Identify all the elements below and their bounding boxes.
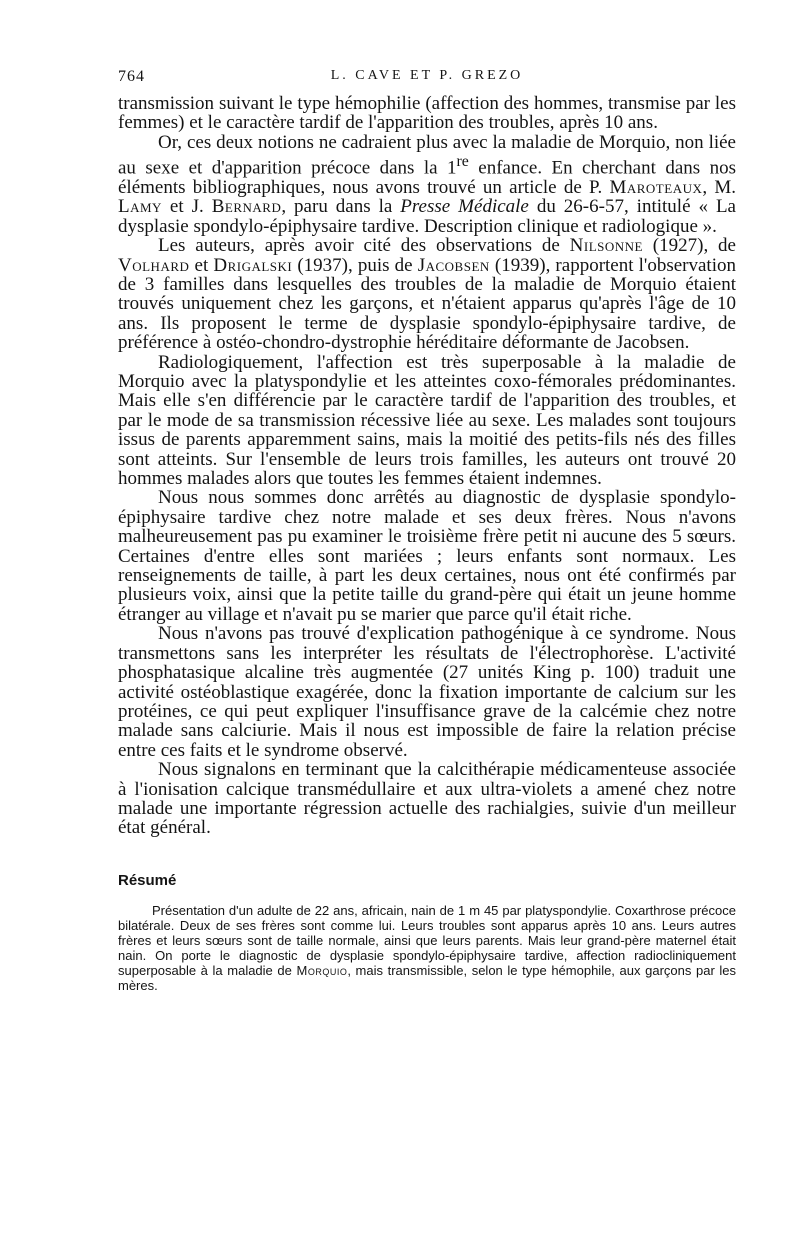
text-span: (1927), de [642, 235, 736, 257]
author-name: Maroteaux [609, 176, 703, 198]
paragraph-4: Radiologiquement, l'affection est très superposable à la maladie de Morquio avec la platyspondylie et les atteintes coxo-fémorales prédominantes. Mais elle s'en différencie par le caractère tardif de l'apparition des troubles, et par le mode de sa transmission récessive liée au sexe. Les malades sont toujours issus de parents apparemment sains, mais la moitié des petits-fils nés des filles sont atteints. Sur l'ensemble de leurs trois familles, les auteurs ont trouvé 20 hommes malades alors que toutes les femmes étaient indemnes. [118, 351, 736, 490]
author-name: Jacobsen [417, 254, 490, 276]
document-page [118, 68, 736, 993]
page-header [118, 68, 736, 94]
page-number: 764 [118, 68, 145, 85]
text-span: Or, ces deux notions ne cadraient plus avec la maladie de Morquio, non liée au sexe et d'apparition précoce dans la 1 [118, 131, 736, 179]
text-span: Les auteurs, après avoir cité des observations de [158, 235, 570, 257]
author-name: Morquio [296, 962, 348, 978]
text-span: et J. [161, 196, 212, 218]
superscript: re [456, 153, 469, 171]
paragraph-3 [118, 236, 736, 352]
resume-heading: Résumé [118, 871, 177, 889]
article-body [118, 94, 736, 838]
author-name: Lamy [118, 196, 162, 218]
text-span: du 26-6-57, intitulé « La dysplasie spondylo-épiphysaire tardive. Description clinique et radiologique ». [118, 196, 736, 237]
journal-title: Presse Médicale [400, 196, 529, 218]
text-span: (1939), rapportent l'observation de 3 familles dans lesquelles des troubles de la maladie de Morquio étaient trouvés uniquement chez les garçons, et n'étaient apparus qu'après l'âge de 10 ans. Ils proposent le terme de dysplasie spondylo-épiphysaire tardive, de préférence à ostéo-chondro-dystrophie héréditaire déformante de Jacobsen. [118, 254, 736, 354]
paragraph-5: Nous nous sommes donc arrêtés au diagnostic de dysplasie spondylo-épiphysaire tardive chez notre malade et ses deux frères. Nous n'avons malheureusement pas pu examiner le troisième frère petit ni aucune des 5 sœurs. Certaines d'entre elles sont mariées ; leurs enfants sont normaux. Les renseignements de taille, à part les deux certaines, nous ont été confirmés par plusieurs voix, ainsi que la petite taille du grand-père qui était un jeune homme étranger au village et n'avait pu se marier que parce qu'il était riche. [118, 487, 736, 625]
author-name: Drigalski [213, 254, 293, 276]
paragraph-2 [118, 133, 736, 236]
text-span: et [189, 254, 214, 276]
author-name: Bernard [211, 196, 282, 218]
text-span: , M. [702, 176, 736, 198]
paragraph-7: Nous signalons en terminant que la calcithérapie médicamenteuse associée à l'ionisation calcique transmédullaire et aux ultra-violets a amené chez notre malade une importante régression actuelle des rachialgies, suivie d'un meilleur état général. [118, 759, 736, 839]
text-span: Présentation d'un adulte de 22 ans, africain, nain de 1 m 45 par platyspondylie. Coxarthrose précoce bilatérale. Deux de ses frères sont comme lui. Leurs troubles sont apparus après 10 ans. Leurs autres frères et leurs sœurs sont de taille normale, ainsi que leurs parents. Mais leur grand-père maternel était nain. On porte le diagnostic de dysplasie spondylo-épiphysaire tardive, affection radiocliniquement superposable à la maladie de [118, 902, 736, 978]
text-span: enfance. En cherchant dans nos éléments bibliographiques, nous avons trouvé un article de P. [118, 157, 736, 198]
paragraph-1: transmission suivant le type hémophilie (affection des hommes, transmise par les femmes) et le caractère tardif de l'apparition des troubles, après 10 ans. [118, 93, 736, 134]
text-span: (1937), puis de [292, 254, 418, 276]
author-name: Volhard [118, 254, 190, 276]
running-head: L. CAVE ET P. GREZO [330, 68, 524, 83]
paragraph-6: Nous n'avons pas trouvé d'explication pathogénique à ce syndrome. Nous transmettons sans les interpréter les résultats de l'électrophorèse. L'activité phosphatasique alcaline très augmentée (27 unités King p. 100) traduit une activité ostéoblastique exagérée, donc la fixation importante de calcium sur les protéines, ce qui peut expliquer l'insuffisance grave de la calcémie chez notre malade sans calciurie. Mais il nous est impossible de faire la relation précise entre ces faits et le syndrome observé. [118, 623, 736, 761]
author-name: Nilsonne [569, 235, 643, 257]
text-span: , paru dans la [281, 196, 401, 218]
resume-text [118, 903, 736, 993]
text-span: , mais transmissible, selon le type hémophile, aux garçons par les mères. [118, 962, 737, 993]
